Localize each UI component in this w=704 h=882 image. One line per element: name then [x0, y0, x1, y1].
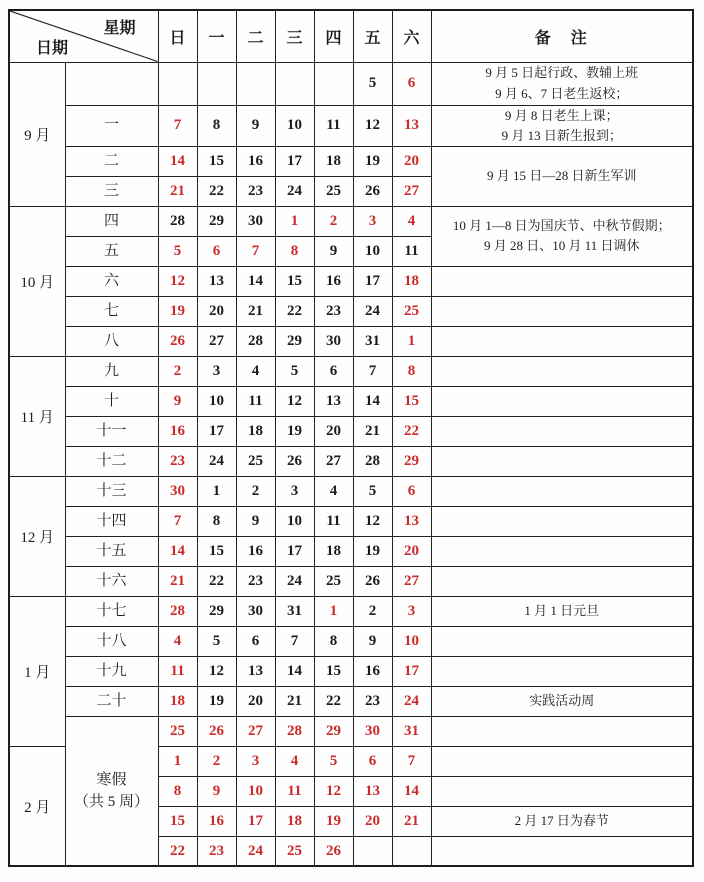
day-cell: [275, 62, 314, 105]
remark-cell: [431, 746, 693, 776]
day-cell: 10: [275, 105, 314, 146]
remark-line: 9 月 28 日、10 月 11 日调休: [483, 238, 640, 254]
calendar-row: [9, 596, 693, 626]
week-label-cell: 四: [65, 206, 158, 236]
day-cell: 6: [392, 62, 431, 105]
week-label-cell: 五: [65, 236, 158, 266]
day-cell: 15: [158, 806, 197, 836]
day-cell: 29: [392, 446, 431, 476]
calendar-body: [9, 62, 693, 866]
day-cell: 28: [236, 326, 275, 356]
day-cell: 19: [197, 686, 236, 716]
day-cell: 7: [275, 626, 314, 656]
day-cell: 10: [392, 626, 431, 656]
remark-line: 9 月 13 日新生报到；: [501, 127, 622, 143]
day-cell: 19: [353, 146, 392, 176]
month-cell: 11 月: [9, 356, 65, 476]
day-cell: 9: [197, 776, 236, 806]
day-cell: 25: [314, 566, 353, 596]
header-row: [9, 10, 693, 62]
day-cell: 18: [314, 536, 353, 566]
day-cell: 20: [197, 296, 236, 326]
day-cell: [353, 836, 392, 866]
day-cell: 31: [353, 326, 392, 356]
week-label-line: （共 5 周）: [73, 794, 149, 811]
corner-label-week: 星期: [103, 20, 136, 37]
month-cell: 2 月: [9, 746, 65, 866]
calendar-row: [9, 686, 693, 716]
calendar-row: [9, 105, 693, 146]
week-label-cell: 二: [65, 146, 158, 176]
weekday-header-mon: 一: [197, 10, 236, 62]
day-cell: 19: [353, 536, 392, 566]
day-cell: 19: [314, 806, 353, 836]
calendar-row: [9, 446, 693, 476]
day-cell: 19: [275, 416, 314, 446]
day-cell: 28: [353, 446, 392, 476]
day-cell: 17: [353, 266, 392, 296]
remark-line: 实践活动周: [529, 693, 595, 709]
day-cell: [392, 836, 431, 866]
day-cell: 18: [275, 806, 314, 836]
week-label-cell: 七: [65, 296, 158, 326]
day-cell: 6: [236, 626, 275, 656]
month-cell: 9 月: [9, 62, 65, 206]
day-cell: 11: [392, 236, 431, 266]
day-cell: 27: [392, 176, 431, 206]
day-cell: 30: [158, 476, 197, 506]
remark-cell: [431, 446, 693, 476]
day-cell: 14: [353, 386, 392, 416]
day-cell: 20: [392, 146, 431, 176]
day-cell: 15: [197, 146, 236, 176]
day-cell: 22: [275, 296, 314, 326]
day-cell: 7: [236, 236, 275, 266]
day-cell: 1: [392, 326, 431, 356]
day-cell: 4: [158, 626, 197, 656]
month-cell: 1 月: [9, 596, 65, 746]
day-cell: 15: [392, 386, 431, 416]
day-cell: 4: [275, 746, 314, 776]
day-cell: 12: [353, 105, 392, 146]
day-cell: 13: [392, 105, 431, 146]
day-cell: 11: [236, 386, 275, 416]
day-cell: 8: [392, 356, 431, 386]
day-cell: 15: [314, 656, 353, 686]
day-cell: 7: [158, 105, 197, 146]
day-cell: 23: [353, 686, 392, 716]
remark-cell: [431, 836, 693, 866]
day-cell: 6: [392, 476, 431, 506]
day-cell: 29: [275, 326, 314, 356]
calendar-row: [9, 506, 693, 536]
day-cell: 6: [353, 746, 392, 776]
day-cell: 1: [158, 746, 197, 776]
remark-cell: [431, 776, 693, 806]
day-cell: 20: [236, 686, 275, 716]
remark-cell: [431, 686, 693, 716]
day-cell: 20: [353, 806, 392, 836]
day-cell: 26: [314, 836, 353, 866]
calendar-row: [9, 536, 693, 566]
day-cell: 1: [314, 596, 353, 626]
day-cell: 15: [197, 536, 236, 566]
day-cell: 10: [353, 236, 392, 266]
remark-line: 10 月 1—8 日为国庆节、中秋节假期；: [452, 218, 671, 234]
day-cell: 29: [314, 716, 353, 746]
day-cell: 12: [353, 506, 392, 536]
calendar-row: [9, 296, 693, 326]
week-label-cell: 三: [65, 176, 158, 206]
remark-cell: [431, 356, 693, 386]
day-cell: 15: [275, 266, 314, 296]
day-cell: 3: [236, 746, 275, 776]
remark-cell: [431, 596, 693, 626]
day-cell: 2: [197, 746, 236, 776]
remark-cell: [431, 206, 693, 266]
week-label-cell: 十一: [65, 416, 158, 446]
remark-cell: [431, 656, 693, 686]
day-cell: 10: [197, 386, 236, 416]
day-cell: 10: [275, 506, 314, 536]
day-cell: 28: [275, 716, 314, 746]
day-cell: 24: [236, 836, 275, 866]
calendar-row: [9, 62, 693, 105]
day-cell: 21: [236, 296, 275, 326]
calendar-row: [9, 566, 693, 596]
day-cell: 26: [158, 326, 197, 356]
day-cell: 22: [197, 176, 236, 206]
week-label-cell: 一: [65, 105, 158, 146]
week-label-cell: [65, 62, 158, 105]
day-cell: 9: [314, 236, 353, 266]
calendar-row: [9, 626, 693, 656]
day-cell: 24: [353, 296, 392, 326]
remark-cell: [431, 806, 693, 836]
remark-line: 9 月 6、7 日老生返校；: [495, 85, 629, 101]
day-cell: 21: [158, 176, 197, 206]
day-cell: 26: [275, 446, 314, 476]
day-cell: 17: [275, 536, 314, 566]
week-label-cell: 十二: [65, 446, 158, 476]
remark-line: 1 月 1 日元旦: [524, 603, 600, 619]
day-cell: 8: [158, 776, 197, 806]
day-cell: 17: [275, 146, 314, 176]
day-cell: 20: [314, 416, 353, 446]
remark-cell: [431, 536, 693, 566]
calendar-row: [9, 206, 693, 236]
day-cell: 19: [158, 296, 197, 326]
remark-cell: [431, 476, 693, 506]
day-cell: 4: [314, 476, 353, 506]
day-cell: 22: [314, 686, 353, 716]
day-cell: 16: [236, 536, 275, 566]
day-cell: 25: [275, 836, 314, 866]
day-cell: 13: [236, 656, 275, 686]
day-cell: 17: [236, 806, 275, 836]
weekday-header-sat: 六: [392, 10, 431, 62]
day-cell: 30: [353, 716, 392, 746]
day-cell: 16: [353, 656, 392, 686]
day-cell: 21: [353, 416, 392, 446]
remark-cell: [431, 146, 693, 206]
week-label-cell: 十三: [65, 476, 158, 506]
day-cell: 30: [236, 596, 275, 626]
week-label-cell: 十七: [65, 596, 158, 626]
day-cell: 1: [275, 206, 314, 236]
day-cell: 18: [158, 686, 197, 716]
day-cell: 5: [158, 236, 197, 266]
day-cell: 11: [158, 656, 197, 686]
day-cell: 23: [197, 836, 236, 866]
day-cell: 2: [314, 206, 353, 236]
week-label-cell: [65, 716, 158, 866]
day-cell: 27: [236, 716, 275, 746]
calendar-row: [9, 326, 693, 356]
day-cell: 12: [275, 386, 314, 416]
day-cell: 18: [236, 416, 275, 446]
corner-cell: [9, 10, 158, 62]
remark-line: 9 月 5 日起行政、教辅上班: [485, 65, 639, 81]
month-cell: 12 月: [9, 476, 65, 596]
remark-cell: [431, 326, 693, 356]
day-cell: 23: [314, 296, 353, 326]
week-label-cell: 十八: [65, 626, 158, 656]
day-cell: 2: [236, 476, 275, 506]
day-cell: 9: [236, 105, 275, 146]
day-cell: 14: [392, 776, 431, 806]
day-cell: 30: [236, 206, 275, 236]
remarks-header: 备 注: [431, 10, 693, 62]
day-cell: 7: [353, 356, 392, 386]
day-cell: 31: [392, 716, 431, 746]
day-cell: 21: [392, 806, 431, 836]
day-cell: 20: [392, 536, 431, 566]
day-cell: 3: [197, 356, 236, 386]
weekday-header-sun: 日: [158, 10, 197, 62]
week-label-cell: 二十: [65, 686, 158, 716]
day-cell: 5: [353, 62, 392, 105]
day-cell: 26: [197, 716, 236, 746]
weekday-header-thu: 四: [314, 10, 353, 62]
day-cell: 21: [275, 686, 314, 716]
day-cell: 21: [158, 566, 197, 596]
day-cell: 16: [197, 806, 236, 836]
corner-label-date: 日期: [36, 39, 69, 57]
day-cell: 13: [197, 266, 236, 296]
day-cell: 31: [275, 596, 314, 626]
day-cell: 9: [236, 506, 275, 536]
remark-line: 9 月 8 日老生上课；: [504, 107, 619, 123]
remark-cell: [431, 62, 693, 105]
day-cell: 23: [158, 446, 197, 476]
calendar-row: [9, 476, 693, 506]
day-cell: 9: [158, 386, 197, 416]
remark-cell: [431, 566, 693, 596]
day-cell: 8: [197, 506, 236, 536]
day-cell: [314, 62, 353, 105]
day-cell: 17: [392, 656, 431, 686]
day-cell: [197, 62, 236, 105]
week-label-cell: 八: [65, 326, 158, 356]
day-cell: 25: [236, 446, 275, 476]
day-cell: 23: [236, 566, 275, 596]
day-cell: 2: [353, 596, 392, 626]
remark-cell: [431, 266, 693, 296]
week-label-cell: 十九: [65, 656, 158, 686]
week-label-cell: 十: [65, 386, 158, 416]
week-label-cell: 九: [65, 356, 158, 386]
week-label-cell: 十五: [65, 536, 158, 566]
day-cell: 18: [314, 146, 353, 176]
day-cell: 16: [158, 416, 197, 446]
day-cell: 25: [392, 296, 431, 326]
remark-cell: [431, 506, 693, 536]
day-cell: 7: [392, 746, 431, 776]
remark-cell: [431, 626, 693, 656]
day-cell: 25: [314, 176, 353, 206]
day-cell: 13: [353, 776, 392, 806]
day-cell: 1: [197, 476, 236, 506]
day-cell: 29: [197, 596, 236, 626]
remark-cell: [431, 296, 693, 326]
day-cell: 11: [314, 506, 353, 536]
calendar-row: [9, 356, 693, 386]
day-cell: 27: [392, 566, 431, 596]
day-cell: 27: [314, 446, 353, 476]
day-cell: 7: [158, 506, 197, 536]
calendar-row: [9, 386, 693, 416]
day-cell: 26: [353, 566, 392, 596]
day-cell: 24: [392, 686, 431, 716]
day-cell: 29: [197, 206, 236, 236]
day-cell: 24: [275, 176, 314, 206]
week-label-cell: 六: [65, 266, 158, 296]
calendar-row: [9, 716, 693, 746]
day-cell: 5: [314, 746, 353, 776]
day-cell: 10: [236, 776, 275, 806]
day-cell: 5: [353, 476, 392, 506]
day-cell: [158, 62, 197, 105]
day-cell: 14: [158, 146, 197, 176]
day-cell: 14: [158, 536, 197, 566]
day-cell: 9: [353, 626, 392, 656]
day-cell: 14: [275, 656, 314, 686]
day-cell: 12: [158, 266, 197, 296]
weekday-header-wed: 三: [275, 10, 314, 62]
week-label-cell: 十四: [65, 506, 158, 536]
day-cell: 13: [314, 386, 353, 416]
remark-cell: [431, 386, 693, 416]
day-cell: 16: [236, 146, 275, 176]
day-cell: 22: [197, 566, 236, 596]
remark-cell: [431, 416, 693, 446]
day-cell: 4: [392, 206, 431, 236]
day-cell: 4: [236, 356, 275, 386]
day-cell: 18: [392, 266, 431, 296]
calendar-row: [9, 656, 693, 686]
day-cell: 3: [353, 206, 392, 236]
week-label-line: 寒假: [96, 771, 127, 788]
day-cell: 22: [158, 836, 197, 866]
remark-line: 2 月 17 日为春节: [514, 813, 609, 829]
day-cell: 6: [314, 356, 353, 386]
day-cell: 14: [236, 266, 275, 296]
day-cell: 16: [314, 266, 353, 296]
day-cell: 13: [392, 506, 431, 536]
day-cell: 11: [314, 105, 353, 146]
week-label-cell: 十六: [65, 566, 158, 596]
day-cell: 24: [275, 566, 314, 596]
calendar-row: [9, 266, 693, 296]
day-cell: 26: [353, 176, 392, 206]
day-cell: 8: [314, 626, 353, 656]
day-cell: 2: [158, 356, 197, 386]
day-cell: 5: [275, 356, 314, 386]
day-cell: 8: [197, 105, 236, 146]
day-cell: 12: [197, 656, 236, 686]
calendar-row: [9, 146, 693, 176]
day-cell: 17: [197, 416, 236, 446]
day-cell: 5: [197, 626, 236, 656]
day-cell: [236, 62, 275, 105]
remark-cell: [431, 716, 693, 746]
day-cell: 25: [158, 716, 197, 746]
calendar-row: [9, 416, 693, 446]
day-cell: 3: [275, 476, 314, 506]
day-cell: 23: [236, 176, 275, 206]
month-cell: 10 月: [9, 206, 65, 356]
day-cell: 3: [392, 596, 431, 626]
day-cell: 28: [158, 206, 197, 236]
remark-line: 9 月 15 日—28 日新生军训: [486, 168, 637, 184]
weekday-header-fri: 五: [353, 10, 392, 62]
day-cell: 27: [197, 326, 236, 356]
remark-cell: [431, 105, 693, 146]
day-cell: 24: [197, 446, 236, 476]
day-cell: 12: [314, 776, 353, 806]
day-cell: 6: [197, 236, 236, 266]
weekday-header-tue: 二: [236, 10, 275, 62]
academic-calendar-table: [8, 9, 694, 867]
day-cell: 22: [392, 416, 431, 446]
day-cell: 28: [158, 596, 197, 626]
day-cell: 8: [275, 236, 314, 266]
day-cell: 30: [314, 326, 353, 356]
day-cell: 11: [275, 776, 314, 806]
